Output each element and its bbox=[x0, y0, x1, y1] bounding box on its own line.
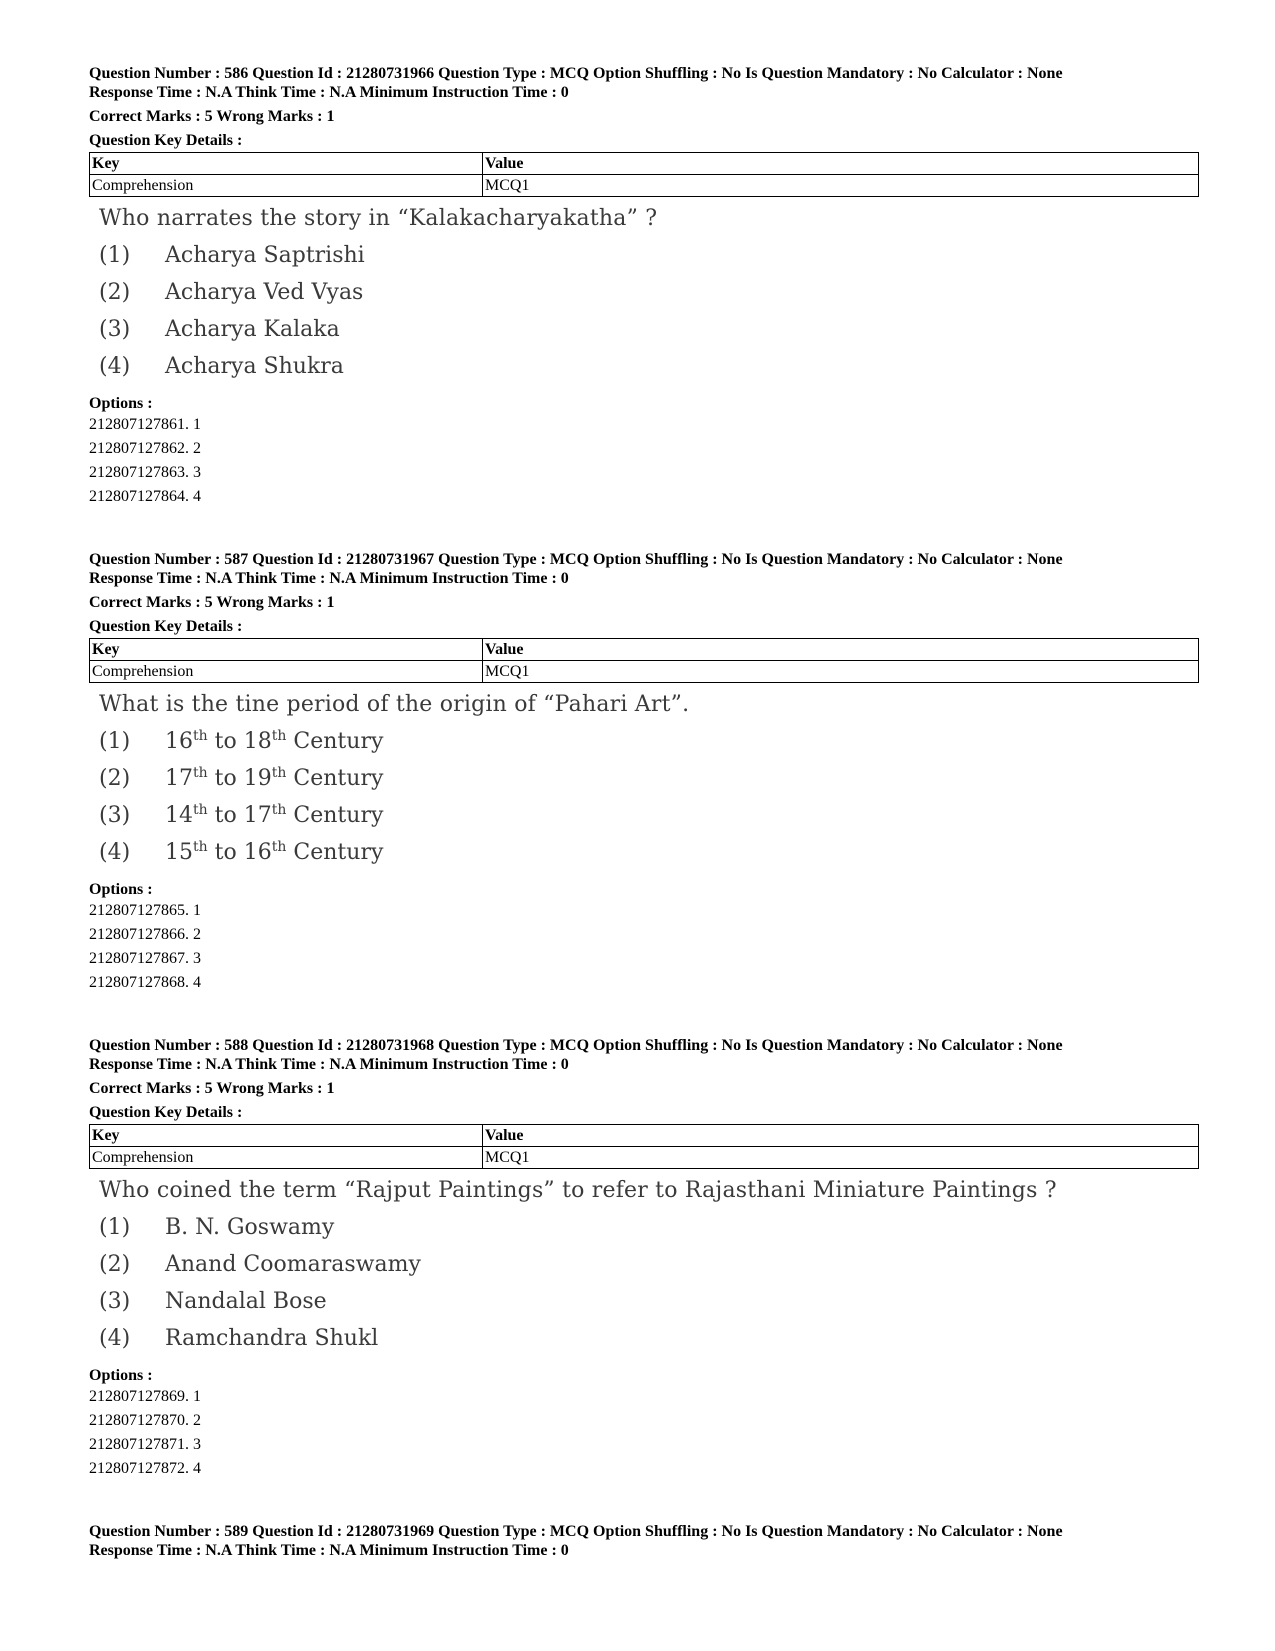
option-id: 212807127863. 3 bbox=[89, 464, 201, 481]
question-block-588 bbox=[89, 1036, 1199, 1481]
century-end: 17 bbox=[243, 803, 272, 828]
choice-4 bbox=[99, 348, 1199, 385]
choice-number: (3) bbox=[99, 803, 131, 828]
key-details-table bbox=[89, 638, 1199, 683]
century-start: 15 bbox=[165, 840, 193, 865]
century-end: 19 bbox=[243, 766, 272, 791]
choice-number: (4) bbox=[99, 1326, 131, 1351]
choice-text: B. N. Goswamy bbox=[165, 1215, 335, 1240]
ordinal-suffix: th bbox=[193, 802, 208, 818]
key-table-header-row bbox=[90, 639, 1199, 661]
key-table-row bbox=[90, 661, 1199, 683]
question-header: Question Number : 586 Question Id : 21280731966 Question Type : MCQ Option Shuffling : No Is Question Mandatory : No Calculator : None bbox=[89, 65, 1063, 82]
choice-1 bbox=[99, 723, 1199, 760]
ordinal-suffix: th bbox=[271, 802, 287, 818]
option-id: 212807127872. 4 bbox=[89, 1460, 201, 1477]
century-end: 16 bbox=[243, 840, 272, 865]
question-image bbox=[99, 203, 1199, 385]
ordinal-suffix: th bbox=[271, 839, 287, 855]
choice-3 bbox=[99, 797, 1199, 834]
key-column-header: Key bbox=[90, 153, 483, 175]
choice-text bbox=[165, 834, 383, 871]
ordinal-suffix: th bbox=[271, 728, 287, 744]
choice-text: Acharya Shukra bbox=[165, 354, 344, 379]
century-start: 16 bbox=[165, 729, 193, 754]
choice-3 bbox=[99, 1283, 1199, 1320]
option-id: 212807127862. 2 bbox=[89, 440, 201, 457]
choice-text bbox=[165, 760, 383, 797]
key-details-label: Question Key Details : bbox=[89, 618, 243, 635]
key-table-row bbox=[90, 175, 1199, 197]
key-details-table bbox=[89, 1124, 1199, 1169]
choice-text bbox=[165, 723, 383, 760]
value-column-header: Value bbox=[483, 153, 1199, 175]
option-id: 212807127870. 2 bbox=[89, 1412, 201, 1429]
question-text: What is the tine period of the origin of “Pahari Art”. bbox=[99, 692, 690, 717]
key-details-label: Question Key Details : bbox=[89, 1104, 243, 1121]
key-column-header: Key bbox=[90, 639, 483, 661]
key-table-header-row bbox=[90, 153, 1199, 175]
choice-number: (3) bbox=[99, 1289, 131, 1314]
century-start: 17 bbox=[165, 766, 193, 791]
value-column-header: Value bbox=[483, 1125, 1199, 1147]
option-id: 212807127869. 1 bbox=[89, 1388, 201, 1405]
option-id: 212807127865. 1 bbox=[89, 902, 201, 919]
ordinal-suffix: th bbox=[193, 765, 208, 781]
option-id: 212807127866. 2 bbox=[89, 926, 201, 943]
choice-number: (1) bbox=[99, 243, 131, 268]
ordinal-suffix: th bbox=[193, 839, 208, 855]
option-id: 212807127867. 3 bbox=[89, 950, 201, 967]
choice-2 bbox=[99, 274, 1199, 311]
choice-2 bbox=[99, 1246, 1199, 1283]
choice-number: (3) bbox=[99, 317, 131, 342]
value-cell: MCQ1 bbox=[483, 175, 1199, 197]
question-header: Question Number : 589 Question Id : 21280731969 Question Type : MCQ Option Shuffling : No Is Question Mandatory : No Calculator : None bbox=[89, 1523, 1063, 1540]
choice-number: (4) bbox=[99, 354, 131, 379]
choice-text: Acharya Kalaka bbox=[165, 317, 340, 342]
choice-text: Acharya Ved Vyas bbox=[165, 280, 364, 305]
choice-suffix: Century bbox=[293, 803, 384, 828]
key-cell: Comprehension bbox=[90, 1147, 483, 1169]
choice-text: Nandalal Bose bbox=[165, 1289, 327, 1314]
key-details-table bbox=[89, 152, 1199, 197]
choice-4 bbox=[99, 1320, 1199, 1357]
choice-1 bbox=[99, 1209, 1199, 1246]
key-details-label: Question Key Details : bbox=[89, 132, 243, 149]
ordinal-suffix: th bbox=[271, 765, 287, 781]
choice-suffix: Century bbox=[293, 840, 384, 865]
key-column-header: Key bbox=[90, 1125, 483, 1147]
century-start: 14 bbox=[165, 803, 193, 828]
century-end: 18 bbox=[243, 729, 272, 754]
question-marks: Correct Marks : 5 Wrong Marks : 1 bbox=[89, 108, 335, 125]
choice-number: (2) bbox=[99, 766, 131, 791]
option-id: 212807127861. 1 bbox=[89, 416, 201, 433]
question-header: Question Number : 587 Question Id : 21280731967 Question Type : MCQ Option Shuffling : No Is Question Mandatory : No Calculator : None bbox=[89, 551, 1063, 568]
options-label: Options : bbox=[89, 395, 153, 412]
choice-suffix: Century bbox=[293, 729, 384, 754]
key-table-header-row bbox=[90, 1125, 1199, 1147]
choice-number: (2) bbox=[99, 1252, 131, 1277]
question-marks: Correct Marks : 5 Wrong Marks : 1 bbox=[89, 1080, 335, 1097]
question-block-586 bbox=[89, 64, 1199, 509]
choice-number: (2) bbox=[99, 280, 131, 305]
options-label: Options : bbox=[89, 1367, 153, 1384]
value-cell: MCQ1 bbox=[483, 661, 1199, 683]
choice-3 bbox=[99, 311, 1199, 348]
key-cell: Comprehension bbox=[90, 661, 483, 683]
choice-to: to bbox=[214, 840, 237, 865]
options-label: Options : bbox=[89, 881, 153, 898]
key-table-row bbox=[90, 1147, 1199, 1169]
question-timing: Response Time : N.A Think Time : N.A Minimum Instruction Time : 0 bbox=[89, 84, 569, 101]
option-id: 212807127868. 4 bbox=[89, 974, 201, 991]
choice-4 bbox=[99, 834, 1199, 871]
ordinal-suffix: th bbox=[193, 728, 208, 744]
question-header: Question Number : 588 Question Id : 21280731968 Question Type : MCQ Option Shuffling : No Is Question Mandatory : No Calculator : None bbox=[89, 1037, 1063, 1054]
question-block-589 bbox=[89, 1522, 1199, 1560]
question-image bbox=[99, 689, 1199, 871]
option-id: 212807127871. 3 bbox=[89, 1436, 201, 1453]
choice-number: (1) bbox=[99, 729, 131, 754]
value-cell: MCQ1 bbox=[483, 1147, 1199, 1169]
question-marks: Correct Marks : 5 Wrong Marks : 1 bbox=[89, 594, 335, 611]
question-timing: Response Time : N.A Think Time : N.A Minimum Instruction Time : 0 bbox=[89, 570, 569, 587]
key-cell: Comprehension bbox=[90, 175, 483, 197]
question-text: Who narrates the story in “Kalakacharyakatha” ? bbox=[99, 206, 658, 231]
choice-text bbox=[165, 797, 383, 834]
choice-suffix: Century bbox=[293, 766, 384, 791]
choice-text: Anand Coomaraswamy bbox=[165, 1252, 421, 1277]
choice-text: Acharya Saptrishi bbox=[165, 243, 365, 268]
choice-1 bbox=[99, 237, 1199, 274]
question-timing: Response Time : N.A Think Time : N.A Minimum Instruction Time : 0 bbox=[89, 1542, 569, 1559]
choice-number: (4) bbox=[99, 840, 131, 865]
question-block-587 bbox=[89, 550, 1199, 995]
question-image bbox=[99, 1175, 1199, 1357]
question-timing: Response Time : N.A Think Time : N.A Minimum Instruction Time : 0 bbox=[89, 1056, 569, 1073]
option-id: 212807127864. 4 bbox=[89, 488, 201, 505]
choice-number: (1) bbox=[99, 1215, 131, 1240]
choice-to: to bbox=[214, 803, 237, 828]
choice-2 bbox=[99, 760, 1199, 797]
value-column-header: Value bbox=[483, 639, 1199, 661]
choice-to: to bbox=[214, 766, 237, 791]
choice-text: Ramchandra Shukl bbox=[165, 1326, 379, 1351]
question-text: Who coined the term “Rajput Paintings” to refer to Rajasthani Miniature Paintings ? bbox=[99, 1178, 1057, 1203]
choice-to: to bbox=[214, 729, 237, 754]
